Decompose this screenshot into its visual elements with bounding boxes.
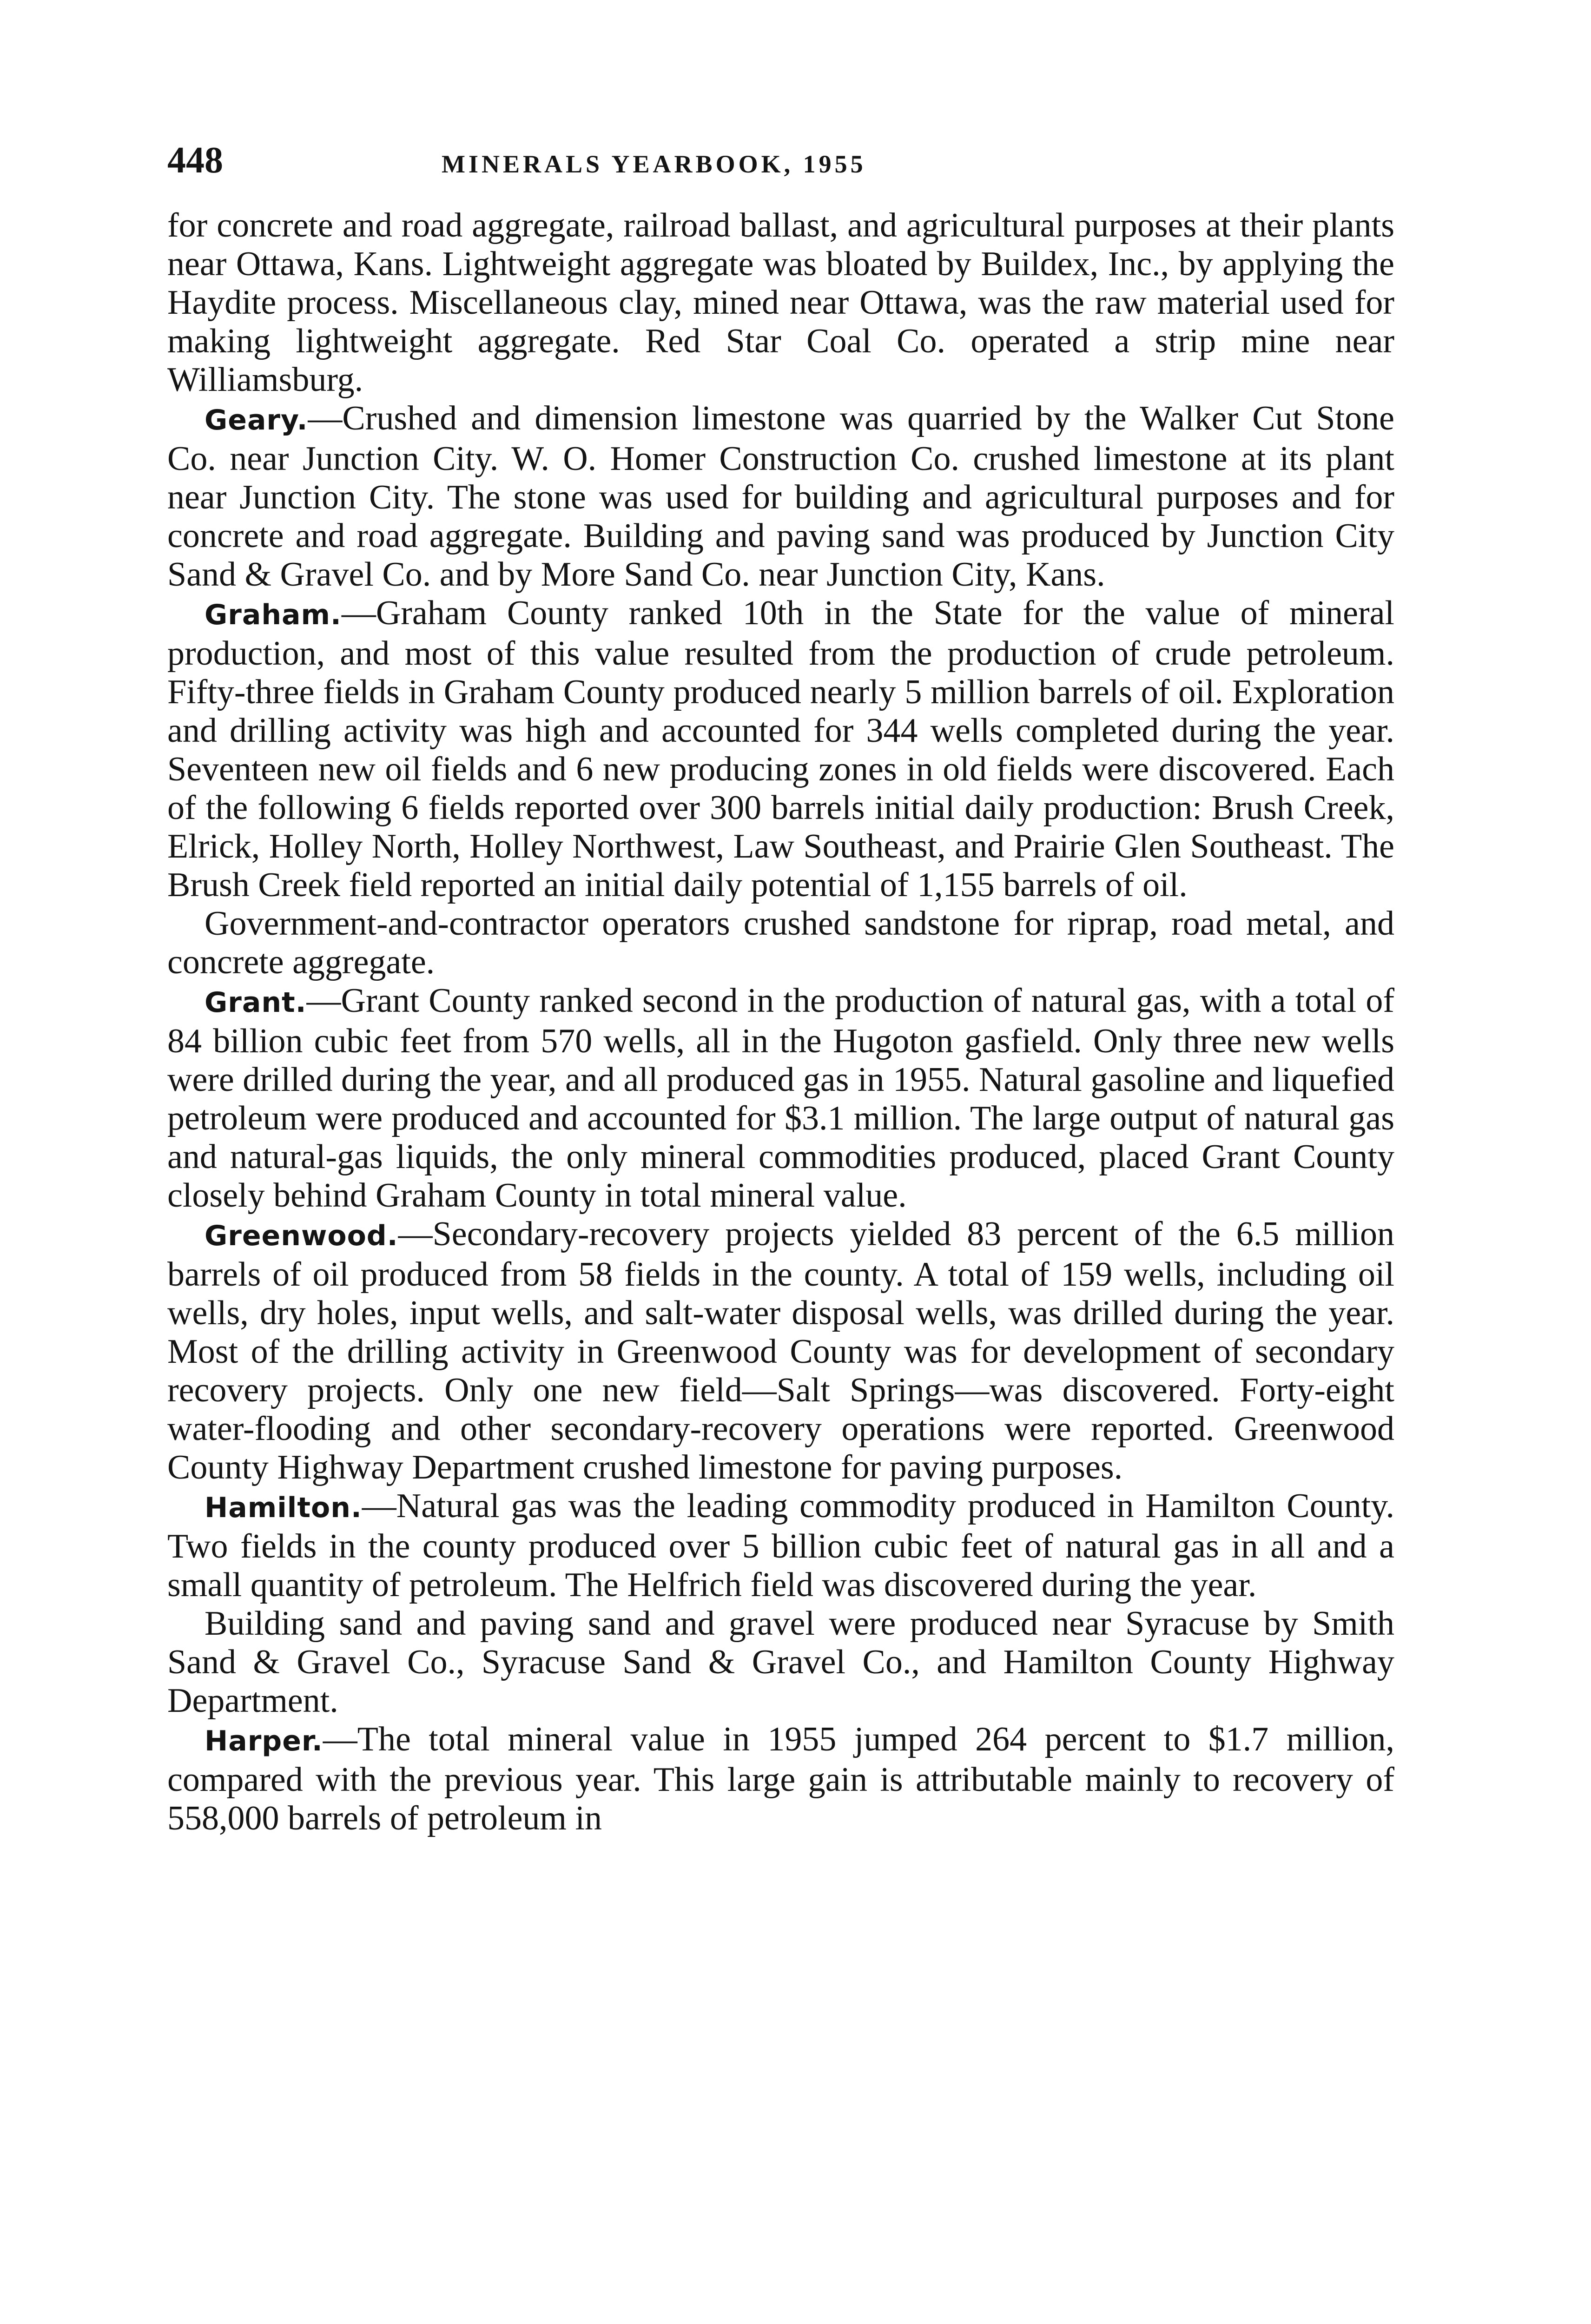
paragraph-text: for concrete and road aggregate, railroad ballast, and agricultural purposes at their plants near Ottawa, Kans. Lightweight aggregate was bloated by Buildex, Inc., by applying the Haydite process. Miscellaneous clay, mined near Ottawa, was the raw material used for making lightweight aggregate. Red Star Coal Co. operated a strip mine near Williamsburg. xyxy=(167,206,1394,399)
paragraph-text: —Crushed and dimension limestone was quarried by the Walker Cut Stone Co. near Junction City. W. O. Homer Construction Co. crushed limestone at its plant near Junction City. The stone was used for building and agricultural purposes and for concrete and road aggregate. Building and paving sand was produced by Junction City Sand & Gravel Co. and by More Sand Co. near Junction City, Kans. xyxy=(167,399,1394,594)
county-heading-graham: Graham. xyxy=(205,599,342,631)
county-heading-harper: Harper. xyxy=(205,1725,323,1757)
page xyxy=(167,139,1394,1838)
paragraph-grant xyxy=(167,982,1394,1215)
paragraph-text: —The total mineral value in 1955 jumped 264 percent to $1.7 million, compared with the previous year. This large gain is attributable mainly to recovery of 558,000 barrels of petroleum in xyxy=(167,1720,1394,1837)
paragraph-text: Building sand and paving sand and gravel were produced near Syracuse by Smith Sand & Gravel Co., Syracuse Sand & Gravel Co., and Hamilton County Highway Department. xyxy=(167,1604,1394,1720)
body-text xyxy=(167,206,1394,1838)
paragraph-text: Government-and-contractor operators crushed sandstone for riprap, road metal, and concrete aggregate. xyxy=(167,905,1394,981)
paragraph-graham xyxy=(167,594,1394,905)
running-head: MINERALS YEARBOOK, 1955 xyxy=(442,150,866,178)
paragraph-geary xyxy=(167,399,1394,594)
paragraph-text: —Natural gas was the leading commodity produced in Hamilton County. Two fields in the county produced over 5 billion cubic feet of natural gas in all and a small quantity of petroleum. The Helfrich field was discovered during the year. xyxy=(167,1487,1394,1604)
paragraph-text: —Grant County ranked second in the production of natural gas, with a total of 84 billion cubic feet from 570 wells, all in the Hugoton gasfield. Only three new wells were drilled during the year, and all produced gas in 1955. Natural gasoline and liquefied petroleum were produced and accounted for $3.1 million. The large output of natural gas and natural-gas liquids, the only mineral commodities produced, placed Grant County closely behind Graham County in total mineral value. xyxy=(167,982,1394,1215)
paragraph-text: —Secondary-recovery projects yielded 83 percent of the 6.5 million barrels of oil produced from 58 fields in the county. A total of 159 wells, including oil wells, dry holes, input wells, and salt-water disposal wells, was drilled during the year. Most of the drilling activity in Greenwood County was for development of secondary recovery projects. Only one new field—Salt Springs—was discovered. Forty-eight water-flooding and other secondary-recovery operations were reported. Greenwood County Highway Department crushed limestone for paving purposes. xyxy=(167,1215,1394,1486)
page-number: 448 xyxy=(167,140,223,181)
paragraph-continuation xyxy=(167,206,1394,399)
page-header xyxy=(167,139,1394,200)
county-heading-geary: Geary. xyxy=(205,404,308,436)
paragraph-hamilton-sand xyxy=(167,1604,1394,1720)
paragraph-hamilton xyxy=(167,1487,1394,1604)
county-heading-grant: Grant. xyxy=(205,986,307,1019)
paragraph-text: —Graham County ranked 10th in the State for the value of mineral production, and most of this value resulted from the production of crude petroleum. Fifty-three fields in Graham County produced nearly 5 million barrels of oil. Exploration and drilling activity was high and accounted for 344 wells completed during the year. Seventeen new oil fields and 6 new producing zones in old fields were discovered. Each of the following 6 fields reported over 300 barrels initial daily production: Brush Creek, Elrick, Holley North, Holley Northwest, Law Southeast, and Prairie Glen Southeast. The Brush Creek field reported an initial daily potential of 1,155 barrels of oil. xyxy=(167,594,1394,904)
paragraph-harper xyxy=(167,1720,1394,1838)
paragraph-graham-sandstone xyxy=(167,905,1394,982)
county-heading-hamilton: Hamilton. xyxy=(205,1492,362,1524)
paragraph-greenwood xyxy=(167,1215,1394,1487)
county-heading-greenwood: Greenwood. xyxy=(205,1220,398,1252)
